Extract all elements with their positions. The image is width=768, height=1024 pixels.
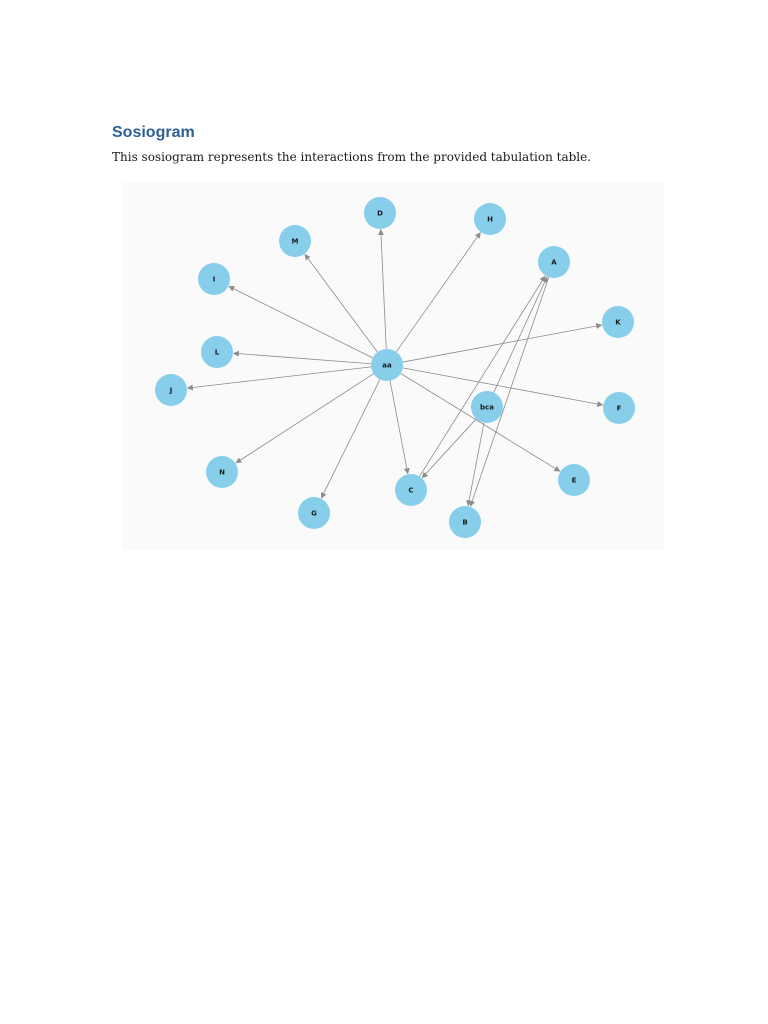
edge-aa-to-C [390,381,408,474]
edge-bca-to-C [422,419,476,478]
edge-aa-to-H [396,232,480,351]
node-G [298,497,330,529]
edge-aa-to-E [401,373,560,471]
edge-aa-to-I [229,286,373,358]
node-label-bca: bca [480,403,494,412]
node-label-I: I [212,275,216,284]
diagram-caption: This sosiogram represents the interactions from the provided tabulation table. [112,150,592,164]
sociogram-figure [122,182,664,550]
edge-A-to-B [470,277,548,506]
edge-C-to-A [420,276,546,476]
node-label-L: L [214,348,220,357]
node-H [474,203,506,235]
node-label-A: A [551,258,557,267]
node-J [155,374,187,406]
node-I [198,263,230,295]
node-L [201,336,233,368]
edge-aa-to-K [403,325,602,362]
edge-aa-to-J [187,367,371,388]
node-label-G: G [311,509,317,518]
sociogram-svg [122,182,664,550]
node-label-aa: aa [382,361,392,370]
node-label-K: K [615,318,621,327]
node-F [603,392,635,424]
node-B [449,506,481,538]
node-N [206,456,238,488]
node-label-D: D [377,209,383,218]
node-aa [371,349,403,381]
node-bca [471,391,503,423]
section-heading: Sosiogram [112,124,195,141]
edge-aa-to-G [321,379,380,498]
node-label-J: J [169,386,173,395]
node-label-H: H [487,215,493,224]
node-label-F: F [616,404,622,413]
edge-aa-to-D [381,229,387,349]
edge-aa-to-L [233,353,371,364]
node-D [364,197,396,229]
edge-aa-to-M [305,254,378,352]
node-A [538,246,570,278]
node-label-M: M [291,237,299,246]
node-label-C: C [408,486,414,495]
node-M [279,225,311,257]
nodes-layer [155,197,635,538]
node-K [602,306,634,338]
node-label-N: N [219,468,225,477]
edge-aa-to-N [236,374,374,463]
node-C [395,474,427,506]
node-E [558,464,590,496]
edge-bca-to-A [494,277,547,392]
node-label-B: B [462,518,468,527]
node-label-E: E [571,476,577,485]
edge-bca-to-B [468,423,484,506]
